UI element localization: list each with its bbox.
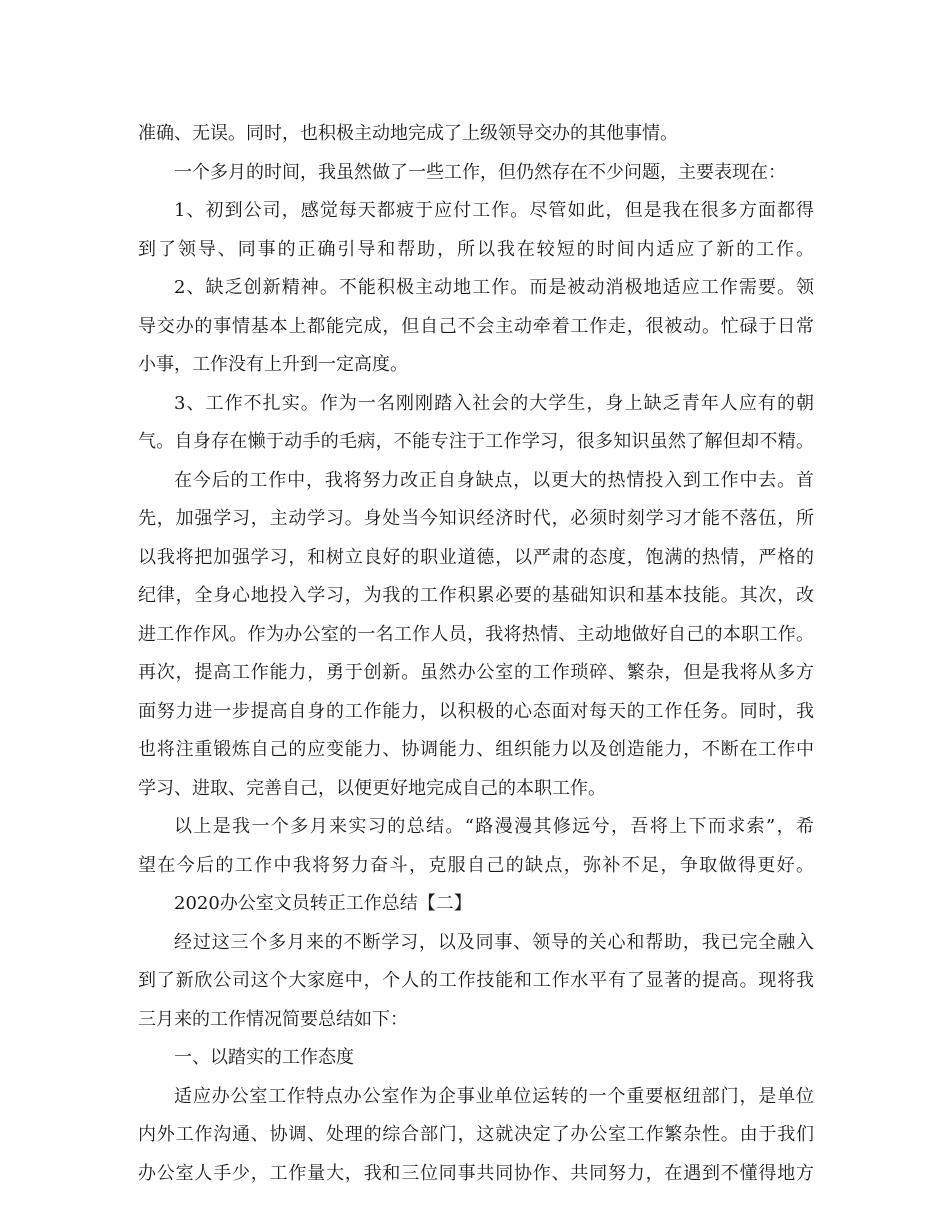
text-line: 进工作作风。作为办公室的一名工作人员，我将热情、主动地做好自己的本职工作。 [138, 623, 814, 645]
text-line: 经过这三个多月来的不断学习，以及同事、领导的关心和帮助，我已完全融入 [174, 931, 814, 953]
text-line: 也将注重锻炼自己的应变能力、协调能力、组织能力以及创造能力，不断在工作中 [138, 739, 814, 760]
text-line: 内外工作沟通、协调、处理的综合部门，这就决定了办公室工作繁杂性。由于我们 [138, 1124, 814, 1145]
subsection-heading: 一、以踏实的工作态度 [174, 1047, 354, 1068]
text-line: 2、缺乏创新精神。不能积极主动地工作。而是被动消极地适应工作需要。领 [174, 277, 814, 298]
text-line: 再次，提高工作能力，勇于创新。虽然办公室的工作琐碎、繁杂，但是我将从多方 [138, 662, 814, 683]
text-line: 纪律，全身心地投入学习，为我的工作积累必要的基础知识和基本技能。其次，改 [138, 585, 814, 606]
text-line: 气。自身存在懒于动手的毛病，不能专注于工作学习，很多知识虽然了解但却不精。 [138, 431, 814, 452]
text-line: 先，加强学习，主动学习。身处当今知识经济时代，必须时刻学习才能不落伍，所 [138, 508, 814, 529]
text-line: 面努力进一步提高自身的工作能力，以积极的心态面对每天的工作任务。同时，我 [138, 700, 814, 722]
text-line: 在今后的工作中，我将努力改正自身缺点，以更大的热情投入到工作中去。首 [174, 469, 814, 491]
text-line: 以上是我一个多月来实习的总结。“路漫漫其修远兮，吾将上下而求索”，希 [174, 816, 814, 837]
text-line: 以我将把加强学习，和树立良好的职业道德，以严肃的态度，饱满的热情，严格的 [138, 546, 814, 568]
text-line: 一个多月的时间，我虽然做了一些工作，但仍然存在不少问题，主要表现在： [174, 161, 786, 183]
document-page [138, 115, 814, 1193]
text-line: 办公室人手少，工作量大，我和三位同事共同协作、共同努力，在遇到不懂得地方 [138, 1162, 814, 1184]
text-line: 准确、无误。同时，也积极主动地完成了上级领导交办的其他事情。 [138, 123, 678, 144]
section-heading: 2020办公室文员转正工作总结【二】 [174, 893, 472, 914]
text-line: 1、初到公司，感觉每天都疲于应付工作。尽管如此，但是我在很多方面都得 [174, 200, 814, 221]
text-line: 适应办公室工作特点办公室作为企事业单位运转的一个重要枢纽部门，是单位 [174, 1085, 814, 1107]
text-line: 三月来的工作情况简要总结如下： [138, 1008, 408, 1030]
text-line: 学习、进取、完善自己，以便更好地完成自己的本职工作。 [138, 777, 606, 799]
text-line: 小事，工作没有上升到一定高度。 [138, 354, 408, 375]
text-line: 到了领导、同事的正确引导和帮助，所以我在较短的时间内适应了新的工作。 [138, 238, 814, 260]
text-line: 导交办的事情基本上都能完成，但自己不会主动牵着工作走，很被动。忙碌于日常 [138, 315, 814, 337]
text-line: 3、工作不扎实。作为一名刚刚踏入社会的大学生，身上缺乏青年人应有的朝 [174, 392, 814, 414]
text-line: 到了新欣公司这个大家庭中，个人的工作技能和工作水平有了显著的提高。现将我 [138, 970, 814, 991]
text-line: 望在今后的工作中我将努力奋斗，克服自己的缺点，弥补不足，争取做得更好。 [138, 854, 814, 876]
